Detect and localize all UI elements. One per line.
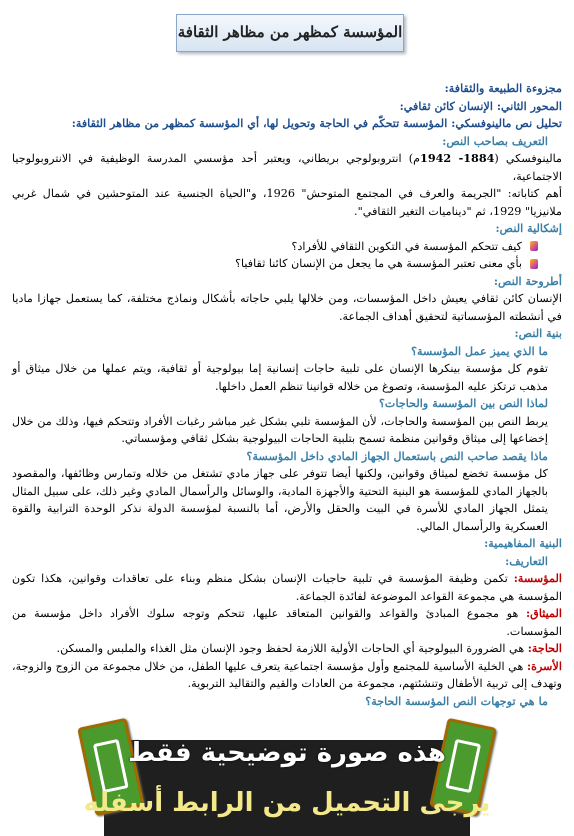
answer-paragraph: كل مؤسسة تخضع لميثاق وقوانين، ولكنها أيضا تتوفر على جهاز مادي تشتغل من خلاله وتمارس وظائفها، والمقصود بالجهاز المادي للمؤسسة هو البنية التحتية والأجهزة المادية، والوسائل والرأسمال المادي وغير ذلك، على سبيل المثال يتمثل الجهاز المادي للأسرة في البيت والحقل والأرض، أما بالنسبة لمؤسسة الدولة نذكر الوحدة الترابية والقوة العسكرية والرأسمال المالي. <box>12 467 548 533</box>
author-works: أهم كتاباته: "الجريمة والعرف في المجتمع المتوحش" 1926، و"الحياة الجنسية عند المتوحشين في شمال غربي ملانيزيا" 1929، ثم "ديناميات التغير الثقافي". <box>12 187 562 218</box>
module-heading: مجزوءة الطبيعة والثقافة: <box>444 81 562 95</box>
question-heading: لماذا النص بين المؤسسة والحاجات؟ <box>378 396 548 410</box>
problem-heading: إشكالية النص: <box>495 221 562 235</box>
problem-question <box>12 255 562 273</box>
author-text-start: مالينوفسكي ( <box>494 152 563 165</box>
definition-term: الحاجة: <box>527 641 562 655</box>
structure-heading: بنية النص: <box>514 326 562 340</box>
page-title: المؤسسة كمظهر من مظاهر الثقافة <box>176 14 404 52</box>
analysis-heading: تحليل نص مالينوفسكي: المؤسسة تتحكّم في الحاجة وتحويل لها، أي المؤسسة كمظهر من مظاهر الثقافة: <box>71 116 562 130</box>
question-heading: ما الذي يميز عمل المؤسسة؟ <box>411 343 548 358</box>
definition-item <box>12 605 562 640</box>
author-paragraph <box>12 150 562 185</box>
axis-heading: المحور الثاني: الإنسان كائن ثقافي: <box>399 98 562 113</box>
problem-question-text: كيف تتحكم المؤسسة في التكوين الثقافي للأفراد؟ <box>291 239 522 253</box>
concepts-heading: البنية المفاهيمية: <box>484 536 562 550</box>
watermark-download-text: يرجى التحميل من الرابط أسفله <box>83 788 491 818</box>
definition-item <box>12 570 562 605</box>
watermark-text: هذه صورة توضيحية فقط <box>128 738 446 768</box>
author-heading: التعريف بصاحب النص: <box>442 133 548 148</box>
definition-term: الميثاق: <box>526 606 562 620</box>
author-dates: 1884- 1942 <box>420 151 495 165</box>
problem-question-text: بأي معنى تعتبر المؤسسة هي ما يجعل من الإنسان كائنا ثقافيا؟ <box>235 257 522 270</box>
problem-question <box>12 238 562 256</box>
watermark-overlay <box>82 716 492 836</box>
thesis-heading: أطروحة النص: <box>493 273 562 288</box>
author-text-end: م) انتروبولوجي بريطاني، ويعتبر أحد مؤسسي المدرسة الوظيفية في الانتروبولوجيا الاجتماعية، <box>12 152 562 183</box>
definition-item <box>12 658 562 693</box>
definition-text: هي الخلية الأساسية للمجتمع وأول مؤسسة اجتماعية يتعرف عليها الطفل، من خلال مجموعة من الزوج والزوجة، وتهدف إلى تربية الأطفال وتنشئتهم، مجموعة من العادات والقيم والتقاليد التربوية. <box>12 659 562 690</box>
definitions-heading: التعاريف: <box>505 553 548 568</box>
definition-item <box>12 640 562 658</box>
definition-text: هي الضرورة البيولوجية أي الحاجات الأولية اللازمة لحفظ وجود الإنسان مثل الغذاء والملبس والمسكن. <box>56 642 528 655</box>
definition-text: هو مجموع المبادئ والقواعد والقوانين المتعاقد عليها، تتحكم وتوجه سلوك الأفراد داخل مؤسسة من المؤسسات. <box>12 607 562 638</box>
pencil-bullet-icon <box>528 240 540 252</box>
definition-term: المؤسسة: <box>513 571 562 585</box>
thesis-paragraph: الإنسان كائن ثقافي يعيش داخل المؤسسات، ومن خلالها يلبي حاجاته بأشكال ونماذج مختلفة، كما يستعمل جهازا ماديا في أنشطته المؤسساتية لتحقيق أهداف الجماعة. <box>12 292 562 323</box>
document-body <box>12 80 562 710</box>
definition-text: تكمن وظيفة المؤسسة في تلبية حاجيات الإنسان بشكل منظم وبناء على تعاقدات وقوانين، هكذا تكون المؤسسة هي مجموعة القواعد الموضوعة لفائدة الجماعة. <box>12 572 562 603</box>
definition-term: الأسرة: <box>526 658 562 673</box>
answer-paragraph: يربط النص بين المؤسسة والحاجات، لأن المؤسسة تلبي بشكل غير مباشر رغبات الأفراد وتتحكم فيها، وذلك من خلال إخضاعها إلى ميثاق وقوانين منظمة تسمح بتلبية الحاجات البيولوجية بشكل ثقافي ومؤسساتي. <box>12 414 548 445</box>
pencil-bullet-icon <box>528 258 540 270</box>
question-heading: ماذا يقصد صاحب النص باستعمال الجهاز المادي داخل المؤسسة؟ <box>246 448 548 463</box>
question-heading: ما هي توجهات النص المؤسسة الحاجة؟ <box>365 693 548 708</box>
answer-paragraph: تقوم كل مؤسسة بينكرها الإنسان على تلبية حاجات إنسانية إما بيولوجية أو ثقافية، ويتم عملها من خلال ميثاق أو مذهب ترتكز عليه المؤسسة، وتصوغ من خلاله قوانينا تنظم العمل داخلها. <box>12 362 548 393</box>
